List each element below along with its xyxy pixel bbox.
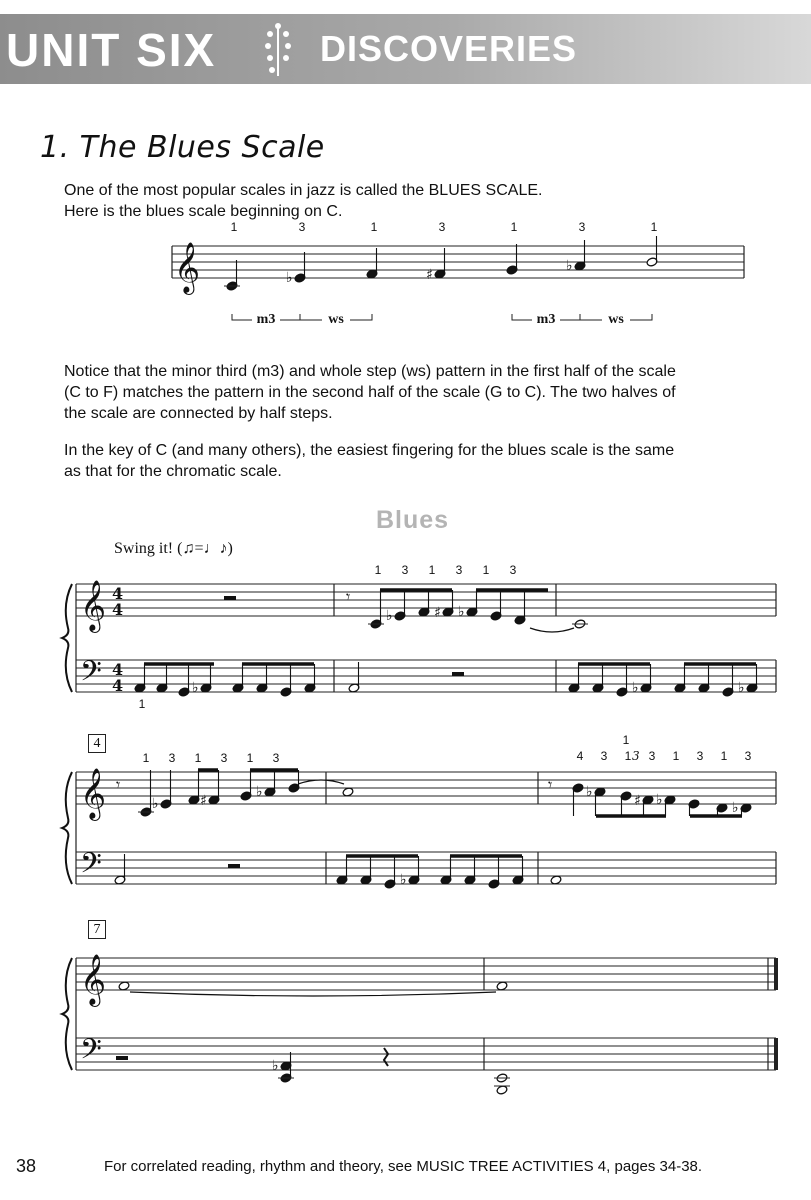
- rh-fingering: 3: [744, 749, 752, 763]
- flat-sign: ♭: [632, 680, 639, 696]
- flat-sign: ♭: [256, 784, 263, 800]
- bass-clef-icon: 𝄢: [80, 655, 102, 695]
- grand-staff-brace: [62, 958, 72, 1070]
- interval-label: m3: [536, 312, 556, 327]
- triplet-marking: 3: [632, 749, 640, 763]
- flat-sign: ♭: [400, 872, 407, 888]
- fingering-line-1: In the key of C (and many others), the easiest fingering for the blues scale is the same: [64, 442, 675, 459]
- bass-clef-icon: 𝄢: [80, 1033, 102, 1073]
- rh-fingering: 1: [720, 749, 728, 763]
- notice-line-1: Notice that the minor third (m3) and whole step (ws) pattern in the first half of the scale: [64, 363, 676, 380]
- rh-fingering: 1: [142, 751, 150, 765]
- scale-fingering: 3: [438, 220, 446, 234]
- scale-fingering: 1: [510, 220, 518, 234]
- flat-sign: ♭: [586, 784, 593, 800]
- section-banner-title: DISCOVERIES: [320, 28, 578, 69]
- piece-system-2: [62, 733, 776, 889]
- eighth-rest: 𝄾: [116, 775, 121, 794]
- treble-clef-icon: 𝄞: [80, 580, 107, 631]
- tie: [130, 992, 496, 996]
- rh-fingering: 3: [272, 751, 280, 765]
- tie: [530, 628, 574, 632]
- intro-line-1: One of the most popular scales in jazz is called the BLUES SCALE.: [64, 182, 543, 199]
- flat-sign: ♭: [732, 800, 739, 816]
- tie: [298, 780, 344, 784]
- rh-fingering: 1: [482, 563, 490, 577]
- flat-sign: ♭: [656, 792, 663, 808]
- flat-sign: ♭: [458, 604, 465, 620]
- flat-sign: ♭: [566, 258, 573, 274]
- sharp-sign: ♯: [200, 793, 207, 809]
- rh-fingering: 3: [648, 749, 656, 763]
- eighth-rest: 𝄾: [548, 775, 553, 794]
- rh-fingering: 1: [428, 563, 436, 577]
- flat-sign: ♭: [272, 1058, 279, 1074]
- lh-fingering: 1: [138, 697, 146, 711]
- interval-label: m3: [256, 312, 276, 327]
- rh-fingering: 3: [168, 751, 176, 765]
- flat-sign: ♭: [286, 270, 293, 286]
- rest: [452, 672, 464, 676]
- rh-fingering: 3: [509, 563, 517, 577]
- grand-staff-brace: [62, 772, 72, 884]
- bass-clef-icon: 𝄢: [80, 847, 102, 887]
- flat-sign: ♭: [386, 608, 393, 624]
- rh-fingering: 3: [455, 563, 463, 577]
- rh-fingering: 3: [696, 749, 704, 763]
- rh-fingering: 3: [220, 751, 228, 765]
- treble-clef-icon: 𝄞: [80, 954, 107, 1005]
- scale-fingering: 3: [578, 220, 586, 234]
- scale-example-staff: [172, 220, 744, 327]
- interval-label: ws: [328, 312, 344, 327]
- intro-line-2: Here is the blues scale beginning on C.: [64, 203, 343, 220]
- piece-system-3: [62, 954, 776, 1095]
- section-title: 1. The Blues Scale: [40, 130, 325, 165]
- sharp-sign: ♯: [426, 267, 433, 283]
- notice-line-3: the scale are connected by half steps.: [64, 405, 333, 422]
- rest: [224, 596, 236, 600]
- rest: [116, 1056, 128, 1060]
- flat-sign: ♭: [738, 680, 745, 696]
- rh-fingering: 1: [672, 749, 680, 763]
- time-signature-numerator: 4: [112, 660, 124, 679]
- time-signature-numerator: 4: [112, 584, 124, 603]
- sharp-sign: ♯: [634, 793, 641, 809]
- measure-number-7: 7: [88, 920, 106, 939]
- tempo-text: Swing it!: [114, 540, 174, 557]
- time-signature-denominator: 4: [112, 676, 124, 695]
- rh-fingering: 3: [600, 749, 608, 763]
- quarter-rest: [384, 1048, 388, 1066]
- flat-sign: ♭: [152, 796, 159, 812]
- piece-title: Blues: [376, 506, 450, 534]
- scale-fingering: 1: [370, 220, 378, 234]
- scale-fingering: 1: [650, 220, 658, 234]
- interval-label: ws: [608, 312, 624, 327]
- measure-number-4: 4: [88, 734, 106, 753]
- unit-title: UNIT SIX: [6, 24, 217, 76]
- fingering-line-2: as that for the chromatic scale.: [64, 463, 282, 480]
- rh-fingering: 1: [622, 733, 630, 747]
- notice-line-2: (C to F) matches the pattern in the second half of the scale (G to C). The two halves of: [64, 384, 676, 401]
- page-number: 38: [16, 1156, 37, 1176]
- time-signature-denominator: 4: [112, 600, 124, 619]
- rest: [228, 864, 240, 868]
- piece-system-1: [62, 563, 776, 711]
- rh-fingering: 4: [576, 749, 584, 763]
- grand-staff-brace: [62, 584, 72, 692]
- eighth-rest: 𝄾: [346, 587, 351, 606]
- treble-clef-icon: 𝄞: [174, 242, 201, 293]
- rh-fingering: 1: [194, 751, 202, 765]
- scale-fingering: 3: [298, 220, 306, 234]
- flat-sign: ♭: [192, 680, 199, 696]
- sharp-sign: ♯: [434, 605, 441, 621]
- rh-fingering: 1: [374, 563, 382, 577]
- rh-fingering: 1: [246, 751, 254, 765]
- scale-fingering: 1: [230, 220, 238, 234]
- swing-rhythm-icon: (♫=♩♪): [177, 540, 233, 557]
- rh-fingering: 3: [401, 563, 409, 577]
- footer-reference: For correlated reading, rhythm and theory, see MUSIC TREE ACTIVITIES 4, pages 34-38.: [104, 1158, 703, 1175]
- rh-fingering: 1: [624, 749, 632, 763]
- treble-clef-icon: 𝄞: [80, 768, 107, 819]
